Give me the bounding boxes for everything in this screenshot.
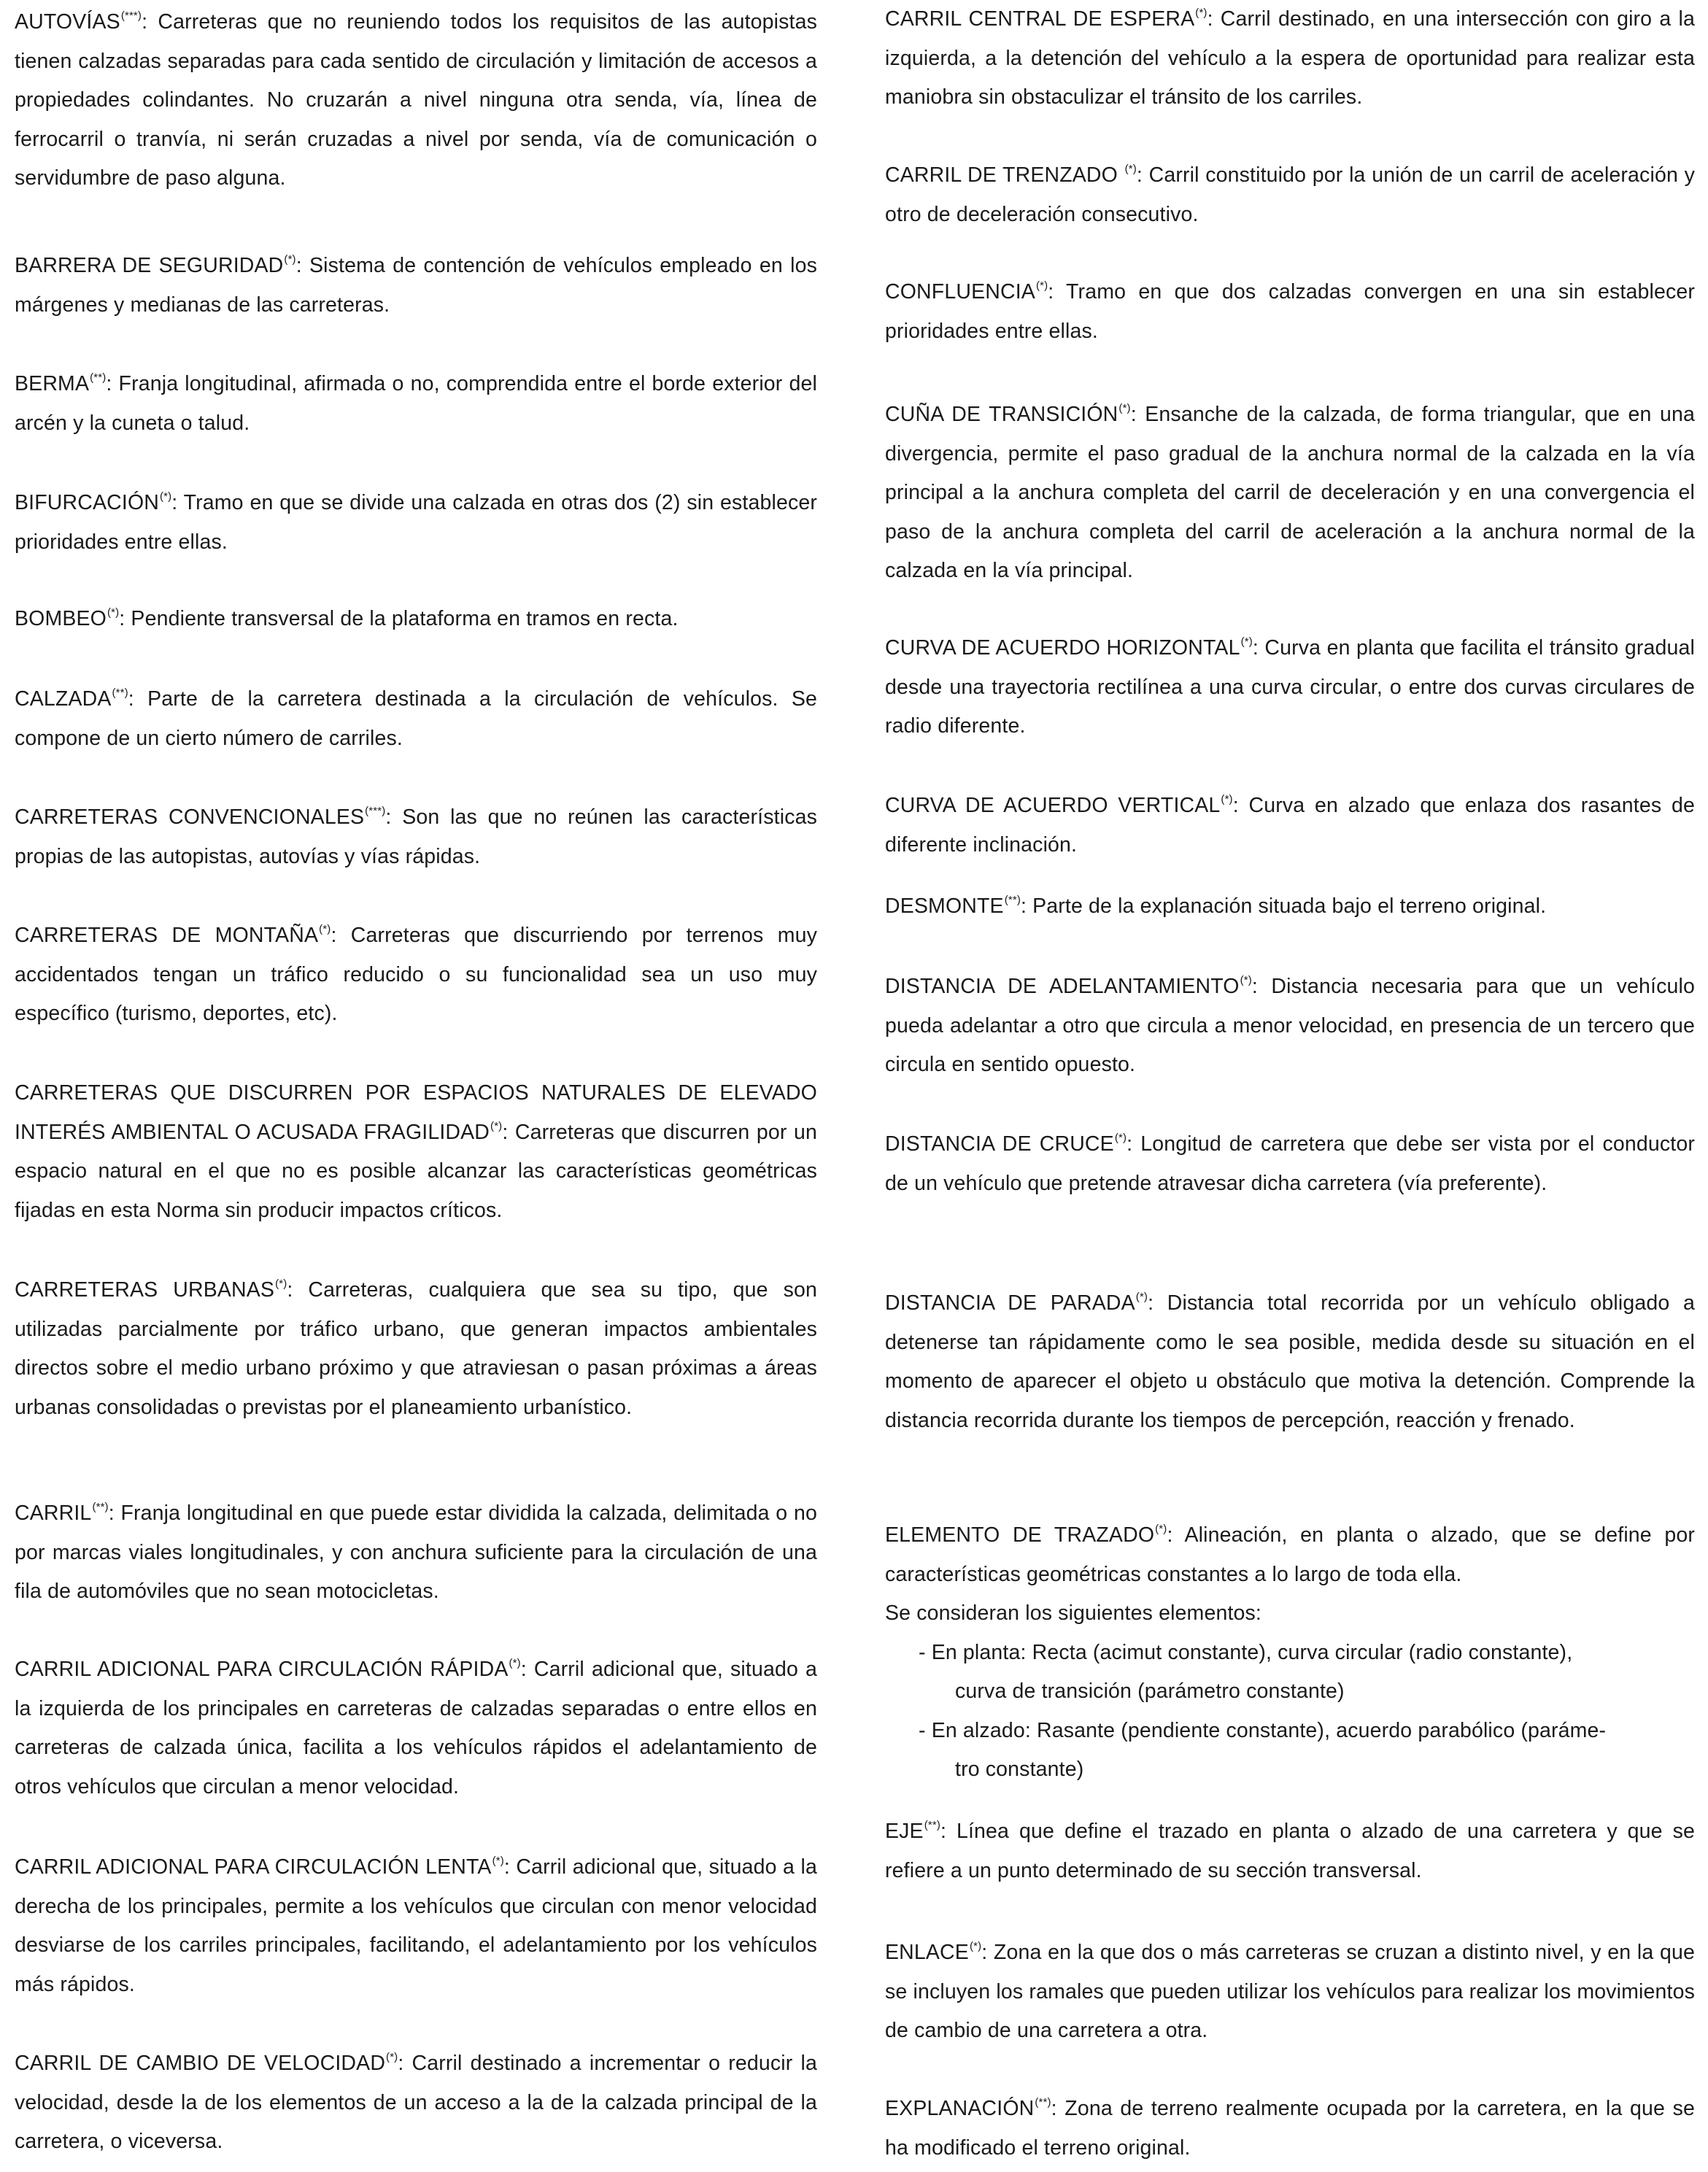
glossary-entry bbox=[885, 273, 1695, 351]
entry-definition: : Carreteras que no reuniendo todos los requisitos de las autopistas tienen calzadas separadas para cada sentido de circulación y limitación de accesos a propiedades colindantes. No cruzarán a nivel ninguna otra senda, vía, línea de ferrocarril o tranvía, ni serán cruzadas a nivel por senda, vía de comunicación o servidumbre de paso alguna. bbox=[15, 10, 817, 190]
entry-definition: : Carril adicional que, situado a la derecha de los principales, permite a los vehículos que circulan con menor velocidad desviarse de los carriles principales, facilitando, el adelantamiento por los vehículos más rápidos. bbox=[15, 1855, 817, 1996]
entry-definition: : Tramo en que se divide una calzada en otras dos (2) sin establecer prioridades entre ellas. bbox=[15, 491, 817, 554]
entry-mark: (*) bbox=[107, 606, 120, 619]
entry-definition: : Carril destinado a incrementar o reducir la velocidad, desde la de los elementos de un acceso a la de la calzada principal de la carretera, o viceversa. bbox=[15, 2052, 817, 2153]
entry-mark: (*) bbox=[1240, 974, 1252, 986]
entry-mark: (*) bbox=[160, 490, 172, 503]
entry-term: DISTANCIA DE PARADA bbox=[885, 1291, 1135, 1315]
entry-definition: : Franja longitudinal, afirmada o no, comprendida entre el borde exterior del arcén y la cuneta o talud. bbox=[15, 372, 817, 435]
entry-term: CARRIL ADICIONAL PARA CIRCULACIÓN LENTA bbox=[15, 1855, 492, 1879]
bullet-alzado-continued: tro constante) bbox=[955, 1758, 1084, 1781]
entry-mark: (*) bbox=[284, 253, 296, 266]
entry-term: CARRIL DE TRENZADO bbox=[885, 163, 1124, 187]
entry-mark: (*) bbox=[319, 923, 331, 935]
glossary-entry bbox=[15, 916, 817, 1034]
entry-definition: : Carril adicional que, situado a la izquierda de los principales en carreteras de calzadas separadas o entre ellos en carreteras de calzada única, facilita a los vehículos rápidos el adelantamiento de otros vehículos que circulan a menor velocidad. bbox=[15, 1658, 818, 1798]
glossary-entry bbox=[15, 1848, 817, 2004]
bullet-planta-continued: curva de transición (parámetro constante) bbox=[955, 1680, 1345, 1703]
entry-mark: (*) bbox=[1035, 279, 1048, 292]
entry-mark: (**) bbox=[1004, 894, 1021, 906]
entry-definition: : Sistema de contención de vehículos empleado en los márgenes y medianas de las carreteras. bbox=[15, 254, 817, 317]
entry-definition: : Carril destinado, en una intersección con giro a la izquierda, a la detención del vehículo a la espera de oportunidad para realizar esta maniobra sin obstaculizar el tránsito de los carriles. bbox=[885, 7, 1695, 109]
entry-term: CURVA DE ACUERDO VERTICAL bbox=[885, 794, 1221, 817]
glossary-entry bbox=[885, 0, 1695, 117]
entry-term: CARRETERAS CONVENCIONALES bbox=[15, 805, 365, 829]
glossary-entry bbox=[885, 1812, 1695, 1890]
entry-term: CONFLUENCIA bbox=[885, 280, 1035, 304]
entry-term: EXPLANACIÓN bbox=[885, 2097, 1035, 2120]
glossary-entry bbox=[885, 1284, 1695, 1440]
entry-term: ELEMENTO DE TRAZADO bbox=[885, 1523, 1155, 1547]
entry-mark: (*) bbox=[1240, 635, 1253, 648]
entry-definition: : Distancia necesaria para que un vehículo pueda adelantar a otro que circula a menor velocidad, en presencia de un tercero que circula en sentido opuesto. bbox=[885, 975, 1695, 1076]
entry-definition: : Parte de la carretera destinada a la circulación de vehículos. Se compone de un cierto número de carriles. bbox=[15, 687, 817, 750]
entry-mark: (*) bbox=[275, 1278, 287, 1290]
entry-definition: : Carreteras que discurren por un espacio natural en el que no es posible alcanzar las características geométricas fijadas en esta Norma sin producir impactos críticos. bbox=[15, 1120, 817, 1222]
entry-mark: (*) bbox=[1135, 1291, 1148, 1303]
entry-term: CARRETERAS URBANAS bbox=[15, 1278, 275, 1302]
bullet-planta: - En planta: Recta (acimut constante), curva circular (radio constante), bbox=[919, 1640, 1573, 1664]
entry-term: CARRIL DE CAMBIO DE VELOCIDAD bbox=[15, 2052, 386, 2075]
entry-mark: (*) bbox=[490, 1119, 503, 1132]
entry-term: BERMA bbox=[15, 372, 90, 395]
entry-mark: (***) bbox=[120, 9, 142, 22]
glossary-entry bbox=[885, 1125, 1695, 1203]
entry-definition: : Línea que define el trazado en planta o alzado de una carretera y que se refiere a un punto determinado de su sección transversal. bbox=[885, 1820, 1695, 1882]
entry-definition: : Curva en alzado que enlaza dos rasantes de diferente inclinación. bbox=[885, 794, 1695, 857]
entry-definition: : Carreteras, cualquiera que sea su tipo, que son utilizadas parcialmente por tráfico urbano, que generan impactos ambientales directos sobre el medio urbano próximo y que atraviesan o pasan próximas a áreas urbanas consolidadas o previstas por el planeamiento urbanístico. bbox=[15, 1278, 817, 1419]
glossary-entry bbox=[15, 2044, 817, 2162]
entry-definition: : Longitud de carretera que debe ser vista por el conductor de un vehículo que pretende atravesar dicha carretera (vía preferente). bbox=[885, 1132, 1695, 1195]
entry-term: AUTOVÍAS bbox=[15, 10, 120, 34]
entry-definition: : Zona de terreno realmente ocupada por la carretera, en la que se ha modificado el terreno original. bbox=[885, 2097, 1695, 2160]
entry-mark: (*) bbox=[509, 1657, 521, 1669]
entry-term: CARRIL bbox=[15, 1502, 92, 1525]
entry-definition: : Ensanche de la calzada, de forma triangular, que en una divergencia, permite el paso gradual de la anchura normal de la calzada en la vía principal a la anchura completa del carril de deceleración y en una convergencia el paso de la anchura completa del carril de aceleración a la anchura normal de la calzada en la vía principal. bbox=[885, 403, 1695, 582]
entry-term: CARRIL CENTRAL DE ESPERA bbox=[885, 7, 1195, 31]
entry-mark: (**) bbox=[112, 687, 128, 699]
elements-intro: Se consideran los siguientes elementos: bbox=[885, 1601, 1261, 1625]
entry-definition: : Alineación, en planta o alzado, que se define por características geométricas constantes a lo largo de toda ella. bbox=[885, 1523, 1695, 1586]
entry-definition: : Carril constituido por la unión de un carril de aceleración y otro de deceleración consecutivo. bbox=[885, 163, 1695, 226]
entry-mark: (***) bbox=[365, 805, 386, 817]
entry-definition: : Franja longitudinal en que puede estar dividida la calzada, delimitada o no por marcas viales longitudinales, y con anchura suficiente para la circulación de una fila de automóviles que no sean motocicletas. bbox=[15, 1502, 817, 1603]
glossary-entry bbox=[885, 967, 1695, 1085]
entry-term: CARRETERAS QUE DISCURREN POR ESPACIOS NATURALES DE ELEVADO INTERÉS AMBIENTAL O ACUSADA FRAGILIDAD bbox=[15, 1081, 817, 1144]
entry-definition: : Tramo en que dos calzadas convergen en una sin establecer prioridades entre ellas. bbox=[885, 280, 1695, 343]
entry-term: BOMBEO bbox=[15, 607, 107, 630]
entry-term: ENLACE bbox=[885, 1941, 969, 1964]
glossary-entry bbox=[15, 1074, 817, 1230]
entry-term: CARRETERAS DE MONTAÑA bbox=[15, 924, 319, 947]
entry-mark: (*) bbox=[1118, 402, 1131, 414]
entry-mark: (*) bbox=[1155, 1523, 1167, 1535]
entry-definition: : Distancia total recorrida por un vehículo obligado a detenerse tan rápidamente como le sea posible, medida desde su situación en el momento de aparecer el objeto u obstáculo que motiva la detención. Comprende la distancia recorrida durante los tiempos de percepción, reacción y frenado. bbox=[885, 1291, 1696, 1432]
entry-term: EJE bbox=[885, 1820, 924, 1843]
entry-mark: (**) bbox=[90, 371, 107, 384]
entry-definition: : Carreteras que discurriendo por terrenos muy accidentados tengan un tráfico reducido o su funcionalidad sea un uso muy específico (turismo, deportes, etc). bbox=[15, 924, 817, 1025]
glossary-entry bbox=[15, 247, 817, 325]
entry-definition: : Son las que no reúnen las características propias de las autopistas, autovías y vías rápidas. bbox=[15, 805, 817, 868]
entry-definition: : Curva en planta que facilita el tránsito gradual desde una trayectoria rectilínea a una curva circular, o entre dos curvas circulares de radio diferente. bbox=[885, 636, 1695, 738]
entry-mark: (*) bbox=[386, 2051, 398, 2063]
entry-mark: (*) bbox=[969, 1940, 982, 1952]
entry-mark: (*) bbox=[492, 1855, 504, 1867]
glossary-entry bbox=[885, 1933, 1695, 2051]
entry-mark: (*) bbox=[1195, 7, 1207, 19]
entry-term: CALZADA bbox=[15, 687, 112, 711]
entry-term: DESMONTE bbox=[885, 894, 1004, 918]
glossary-entry bbox=[885, 787, 1695, 865]
glossary-entry bbox=[15, 3, 817, 198]
entry-term: BARRERA DE SEGURIDAD bbox=[15, 254, 284, 277]
entry-definition: : Parte de la explanación situada bajo el terreno original. bbox=[1020, 894, 1547, 918]
glossary-entry bbox=[15, 484, 817, 562]
glossary-entry bbox=[885, 629, 1695, 746]
glossary-entry bbox=[15, 1271, 817, 1427]
entry-mark: (*) bbox=[1124, 163, 1137, 175]
glossary-entry bbox=[885, 395, 1695, 591]
entry-term: CARRIL ADICIONAL PARA CIRCULACIÓN RÁPIDA bbox=[15, 1658, 509, 1681]
glossary-entry bbox=[15, 1650, 817, 1806]
entry-definition: : Pendiente transversal de la plataforma en tramos en recta. bbox=[119, 607, 679, 630]
glossary-entry bbox=[15, 798, 817, 876]
entry-mark: (*) bbox=[1221, 793, 1233, 805]
glossary-entry bbox=[15, 365, 817, 443]
entry-mark: (**) bbox=[1035, 2096, 1051, 2109]
glossary-entry bbox=[15, 680, 817, 758]
entry-term: BIFURCACIÓN bbox=[15, 491, 159, 514]
entry-definition: : Zona en la que dos o más carreteras se cruzan a distinto nivel, y en la que se incluyen los ramales que pueden utilizar los vehículos para realizar los movimientos de cambio de una carretera a otra. bbox=[885, 1941, 1695, 2042]
glossary-entry bbox=[15, 1494, 817, 1612]
glossary-entry bbox=[885, 887, 1695, 927]
entry-mark: (**) bbox=[924, 1819, 940, 1831]
glossary-entry bbox=[885, 2090, 1695, 2168]
glossary-entry bbox=[885, 1516, 1695, 1790]
entry-term: CUÑA DE TRANSICIÓN bbox=[885, 403, 1118, 426]
glossary-entry bbox=[885, 156, 1695, 234]
entry-mark: (*) bbox=[1114, 1132, 1127, 1144]
entry-term: DISTANCIA DE CRUCE bbox=[885, 1132, 1114, 1156]
entry-term: CURVA DE ACUERDO HORIZONTAL bbox=[885, 636, 1240, 660]
bullet-alzado: - En alzado: Rasante (pendiente constante), acuerdo parabólico (paráme- bbox=[919, 1718, 1607, 1742]
entry-mark: (**) bbox=[92, 1501, 109, 1513]
entry-term: DISTANCIA DE ADELANTAMIENTO bbox=[885, 975, 1240, 998]
glossary-entry bbox=[15, 600, 817, 639]
